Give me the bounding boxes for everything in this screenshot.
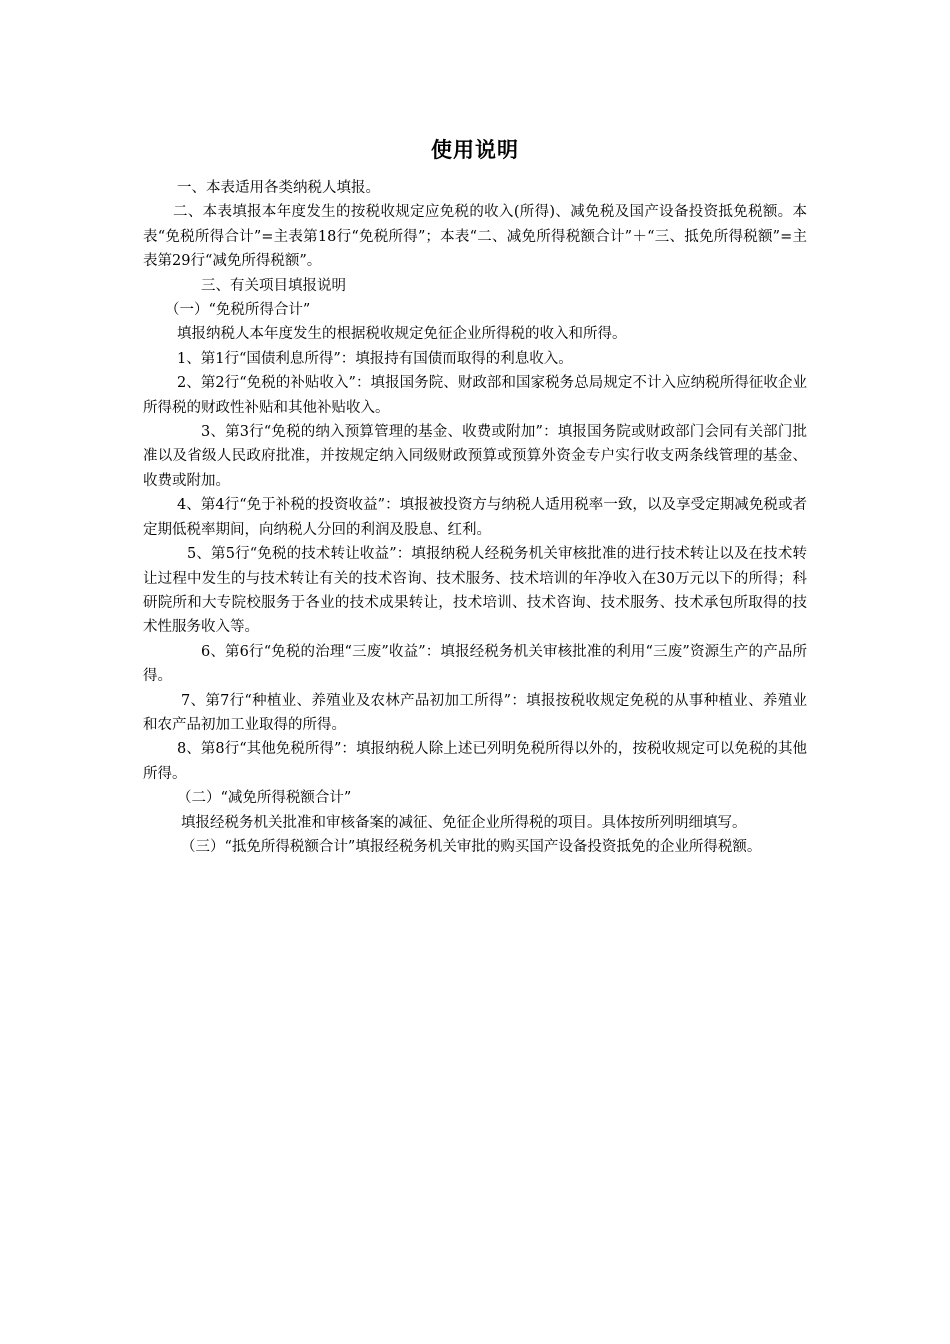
paragraph-scope: 一、本表适用各类纳税人填报。: [177, 180, 380, 196]
paragraph-row-1: 1、第1行“国债利息所得”：填报持有国债而取得的利息收入。: [177, 350, 573, 367]
paragraph-subheading-3: （三）“抵免所得税额合计”填报经税务机关审批的购买国产设备投资抵免的企业所得税额。: [181, 838, 762, 855]
paragraph-row-8: 8、第8行“其他免税所得”：填报纳税人除上述已列明免税所得以外的，按税收规定可以免税的其他所得。: [143, 741, 807, 782]
paragraph-row-3: 3、第3行“免税的纳入预算管理的基金、收费或附加”：填报国务院或财政部门会同有关部门批准以及省级人民政府批准，并按规定纳入同级财政预算或预算外资金专户实行收支两条线管理的基金、收费或附加。: [143, 424, 807, 489]
paragraph-scope-detail: 二、本表填报本年度发生的按税收规定应免税的收入(所得)、减免税及国产设备投资抵免税额。本表“免税所得合计”=主表第18行“免税所得”；本表“二、减免所得税额合计”＋“三、抵免所得税额”=主表第29行“减免所得税额”。: [143, 204, 807, 270]
paragraph-subheading-1-desc: 填报纳税人本年度发生的根据税收规定免征企业所得税的收入和所得。: [177, 326, 627, 343]
document-body: [143, 176, 807, 859]
paragraph-subheading-2-desc: 填报经税务机关批准和审核备案的减征、免征企业所得税的项目。具体按所列明细填写。: [181, 814, 747, 831]
paragraph-row-6: 6、第6行“免税的治理“三废”收益”：填报经税务机关审核批准的利用“三废”资源生产的产品所得。: [143, 643, 807, 685]
page-title: 使用说明: [431, 138, 519, 162]
paragraph-row-2: 2、第2行“免税的补贴收入”：填报国务院、财政部和国家税务总局规定不计入应纳税所得征收企业所得税的财政性补贴和其他补贴收入。: [143, 375, 807, 416]
paragraph-subheading-1: （一）“免税所得合计”: [165, 302, 311, 319]
paragraph-row-4: 4、第4行“免于补税的投资收益”：填报被投资方与纳税人适用税率一致，以及享受定期减免税或者定期低税率期间，向纳税人分回的利润及股息、红利。: [143, 497, 807, 538]
paragraph-row-7: 7、第7行“种植业、养殖业及农林产品初加工所得”：填报按税收规定免税的从事种植业、养殖业和农产品初加工业取得的所得。: [143, 692, 807, 733]
paragraph-subheading-2: （二）“减免所得税额合计”: [177, 790, 352, 807]
paragraph-row-5: 5、第5行“免税的技术转让收益”：填报纳税人经税务机关审核批准的进行技术转让以及在技术转让过程中发生的与技术转让有关的技术咨询、技术服务、技术培训的年净收入在30万元以下的所得；科研院所和大专院校服务于各业的技术成果转让，技术培训、技术咨询、技术服务、技术承包所取得的技术性服务收入等。: [143, 546, 807, 636]
paragraph-section-heading: 三、有关项目填报说明: [201, 277, 346, 294]
